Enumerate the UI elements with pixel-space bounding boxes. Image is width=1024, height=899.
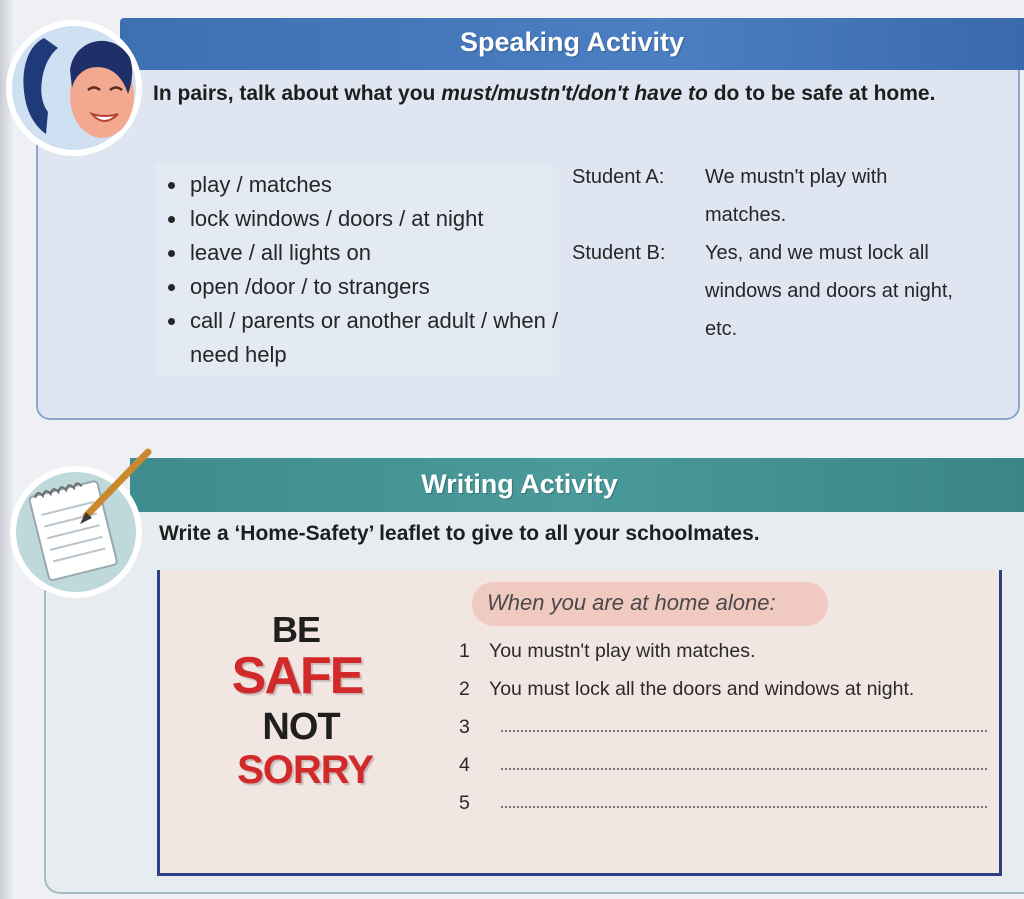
rule-text: You mustn't play with matches. — [489, 640, 756, 662]
writing-banner — [130, 458, 1024, 512]
speaker-label: Student B: — [572, 242, 666, 264]
notepad-pencil-icon — [6, 446, 158, 610]
slogan-graphic — [210, 609, 410, 792]
dialogue-line: We mustn't play with matches. — [705, 166, 888, 226]
dialogue-row — [572, 234, 967, 348]
rule-number: 2 — [459, 678, 470, 700]
list-item: • play / matches — [188, 168, 570, 202]
blank-answer-line — [501, 754, 987, 770]
list-item: • open /door / to strangers — [188, 270, 570, 304]
speaking-banner — [120, 18, 1024, 70]
rule-number: 5 — [459, 792, 470, 814]
blank-answer-line — [501, 792, 987, 808]
speaker-label: Student A: — [572, 166, 665, 188]
slogan-not: NOT — [262, 706, 340, 748]
list-item: • call / parents or another adult / when / need help — [188, 304, 570, 372]
dialogue-line: Yes, and we must lock all windows and doors at night, etc. — [705, 242, 953, 340]
rule-number: 1 — [459, 640, 470, 662]
prompt-list — [160, 168, 570, 372]
instruction-text-before: In pairs, talk about what you — [153, 82, 442, 105]
leaflet-heading: When you are at home alone: — [487, 590, 776, 615]
slogan-be: BE — [271, 609, 320, 650]
dialogue-row — [572, 158, 967, 234]
rule-number: 3 — [459, 716, 470, 738]
writing-title: Writing Activity — [421, 469, 618, 499]
list-item: • lock windows / doors / at night — [188, 202, 570, 236]
slogan-safe: SAFE — [231, 647, 363, 705]
blank-answer-line — [501, 716, 987, 732]
speaking-instruction — [153, 73, 1013, 115]
example-dialogue — [572, 158, 967, 348]
instruction-text-after: do to be safe at home. — [707, 82, 936, 105]
speaking-title: Speaking Activity — [459, 27, 685, 57]
slogan-sorry: SORRY — [237, 748, 373, 792]
list-item: • leave / all lights on — [188, 236, 570, 270]
people-talking-icon — [4, 8, 144, 162]
rule-number: 4 — [459, 754, 470, 776]
instruction-emphasis: must/mustn't/don't have to — [441, 82, 708, 105]
rule-text: You must lock all the doors and windows at night. — [489, 678, 915, 700]
writing-instruction: Write a ‘Home-Safety’ leaflet to give to all your schoolmates. — [159, 522, 760, 545]
